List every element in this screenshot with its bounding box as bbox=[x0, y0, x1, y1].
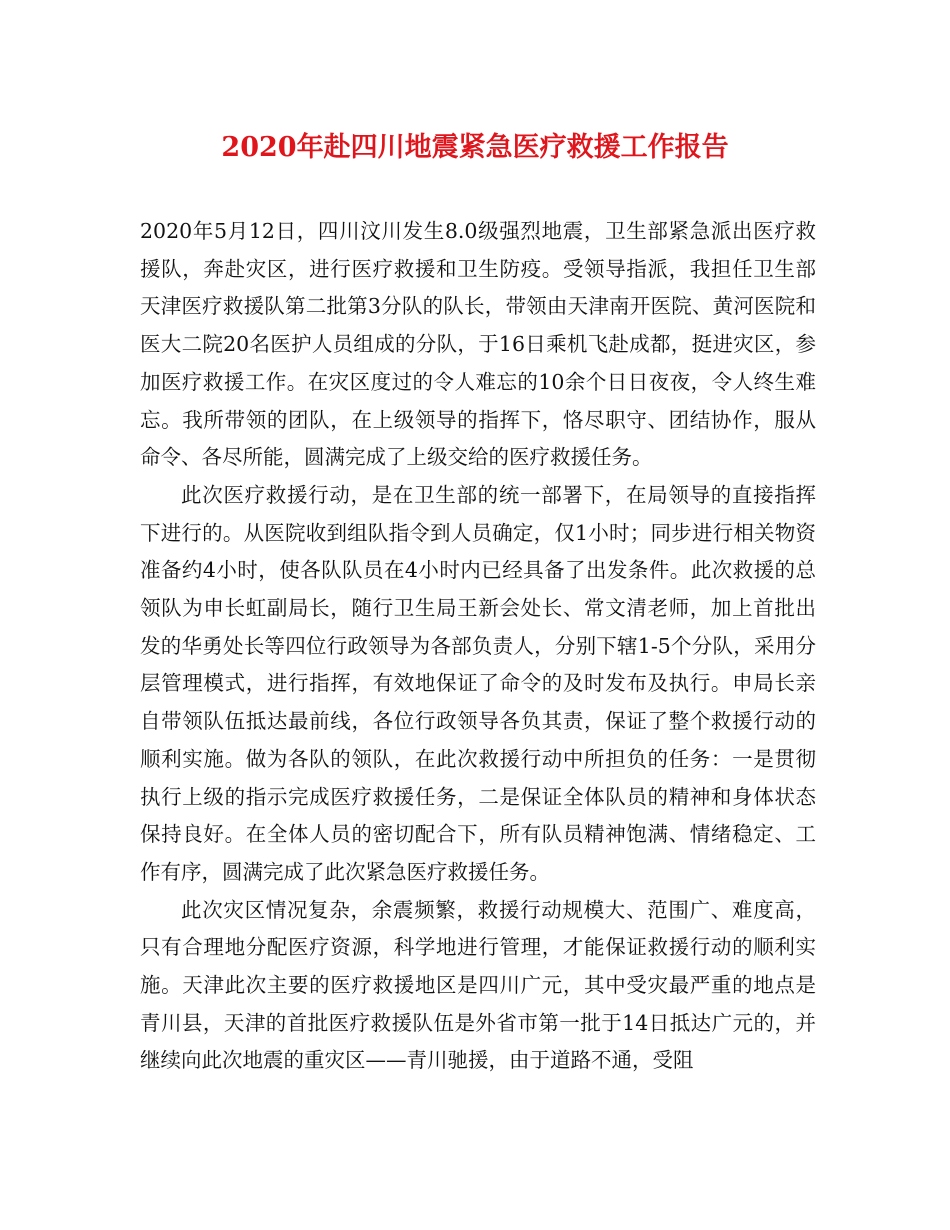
document-body bbox=[140, 213, 816, 1080]
paragraph-3: 此次灾区情况复杂，余震频繁，救援行动规模大、范围广、难度高，只有合理地分配医疗资源，科学地进行管理，才能保证救援行动的顺利实施。天津此次主要的医疗救援地区是四川广元，其中受灾最严重的地点是青川县，天津的首批医疗救援队伍是外省市第一批于14日抵达广元的，并继续向此次地震的重灾区——青川驰援，由于道路不通，受阻 bbox=[140, 897, 816, 1073]
paragraph-2: 此次医疗救援行动，是在卫生部的统一部署下，在局领导的直接指挥下进行的。从医院收到组队指令到人员确定，仅1小时；同步进行相关物资准备约4小时，使各队队员在4小时内已经具备了出发条件。此次救援的总领队为申长虹副局长，随行卫生局王新会处长、常文清老师，加上首批出发的华勇处长等四位行政领导为各部负责人，分别下辖1-5个分队，采用分层管理模式，进行指挥，有效地保证了命令的及时发布及执行。申局长亲自带领队伍抵达最前线，各位行政领导各负其责，保证了整个救援行动的顺利实施。做为各队的领队，在此次救援行动中所担负的任务：一是贯彻执行上级的指示完成医疗救援任务，二是保证全体队员的精神和身体状态保持良好。在全体人员的密切配合下，所有队员精神饱满、情绪稳定、工作有序，圆满完成了此次紧急医疗救援任务。 bbox=[140, 482, 816, 884]
document-title: 2020年赴四川地震紧急医疗救援工作报告 bbox=[221, 132, 729, 163]
paragraph-1: 2020年5月12日，四川汶川发生8.0级强烈地震，卫生部紧急派出医疗救援队，奔赴灾区，进行医疗救援和卫生防疫。受领导指派，我担任卫生部天津医疗救援队第二批第3分队的队长，带领由天津南开医院、黄河医院和医大二院20名医护人员组成的分队，于16日乘机飞赴成都，挺进灾区，参加医疗救援工作。在灾区度过的令人难忘的10余个日日夜夜，令人终生难忘。我所带领的团队，在上级领导的指挥下，恪尽职守、团结协作，服从命令、各尽所能，圆满完成了上级交给的医疗救援任务。 bbox=[140, 219, 816, 470]
